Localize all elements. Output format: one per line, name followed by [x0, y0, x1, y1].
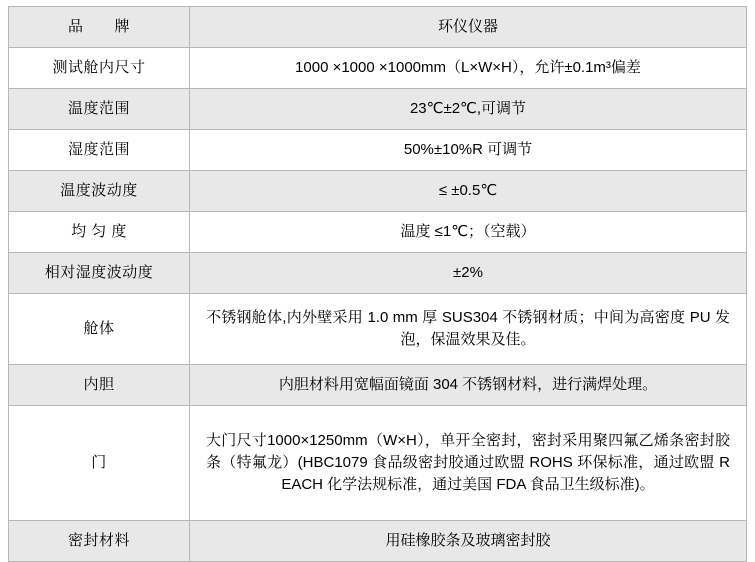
- row-value: [190, 48, 747, 89]
- row-value: [190, 7, 747, 48]
- table-row: [9, 171, 747, 212]
- table-row: [9, 253, 747, 294]
- row-value-text: 50%±10%R 可调节: [403, 141, 533, 159]
- specification-table-body: [9, 7, 747, 562]
- table-row: [9, 294, 747, 365]
- row-label: 测试舱内尺寸: [9, 48, 190, 89]
- row-value-text: 温度 ≤1℃；（空载）: [400, 223, 536, 241]
- row-label: 舱体: [9, 294, 190, 365]
- row-value: [190, 130, 747, 171]
- row-label: 温度范围: [9, 89, 190, 130]
- row-value-text: 用硅橡胶条及玻璃密封胶: [385, 532, 551, 550]
- row-value: [190, 521, 747, 562]
- table-row: [9, 130, 747, 171]
- row-value: [190, 294, 747, 365]
- specification-table: [8, 6, 747, 562]
- row-value-text: 23℃±2℃,可调节: [409, 100, 527, 118]
- row-label: 相对湿度波动度: [9, 253, 190, 294]
- row-label: 品 牌: [9, 7, 190, 48]
- row-value-text: 不锈钢舱体,内外壁采用 1.0 mm 厚 SUS304 不锈钢材质；中间为高密度 PU 发泡，保温效果及佳。: [206, 309, 730, 348]
- row-value-text: 环仪仪器: [437, 18, 498, 36]
- table-row: [9, 521, 747, 562]
- row-value-text: 1000 ×1000 ×1000mm（L×W×H），允许±0.1m³偏差: [295, 59, 641, 77]
- row-value: [190, 365, 747, 406]
- row-label: 均 匀 度: [9, 212, 190, 253]
- row-label: 湿度范围: [9, 130, 190, 171]
- row-value-text: 大门尺寸1000×1250mm（W×H），单开全密封，密封采用聚四氟乙烯条密封胶条（特氟龙）(HBC1079 食品级密封胶通过欧盟 ROHS 环保标准，通过欧盟 REACH 化学法规标准，通过美国 FDA 食品卫生级标准)。: [206, 432, 730, 493]
- row-value-text: ≤ ±0.5℃: [438, 182, 498, 200]
- row-label: 门: [9, 406, 190, 521]
- row-value-text: ±2%: [453, 264, 483, 282]
- row-label: 内胆: [9, 365, 190, 406]
- table-row: [9, 7, 747, 48]
- row-value: [190, 253, 747, 294]
- row-label: 密封材料: [9, 521, 190, 562]
- table-row: [9, 48, 747, 89]
- table-row: [9, 212, 747, 253]
- table-row: [9, 406, 747, 521]
- row-value: [190, 406, 747, 521]
- row-value: [190, 171, 747, 212]
- row-label: 温度波动度: [9, 171, 190, 212]
- table-row: [9, 365, 747, 406]
- row-value-text: 内胆材料用宽幅面镜面 304 不锈钢材料，进行满焊处理。: [278, 376, 658, 394]
- row-value: [190, 212, 747, 253]
- row-value: [190, 89, 747, 130]
- table-row: [9, 89, 747, 130]
